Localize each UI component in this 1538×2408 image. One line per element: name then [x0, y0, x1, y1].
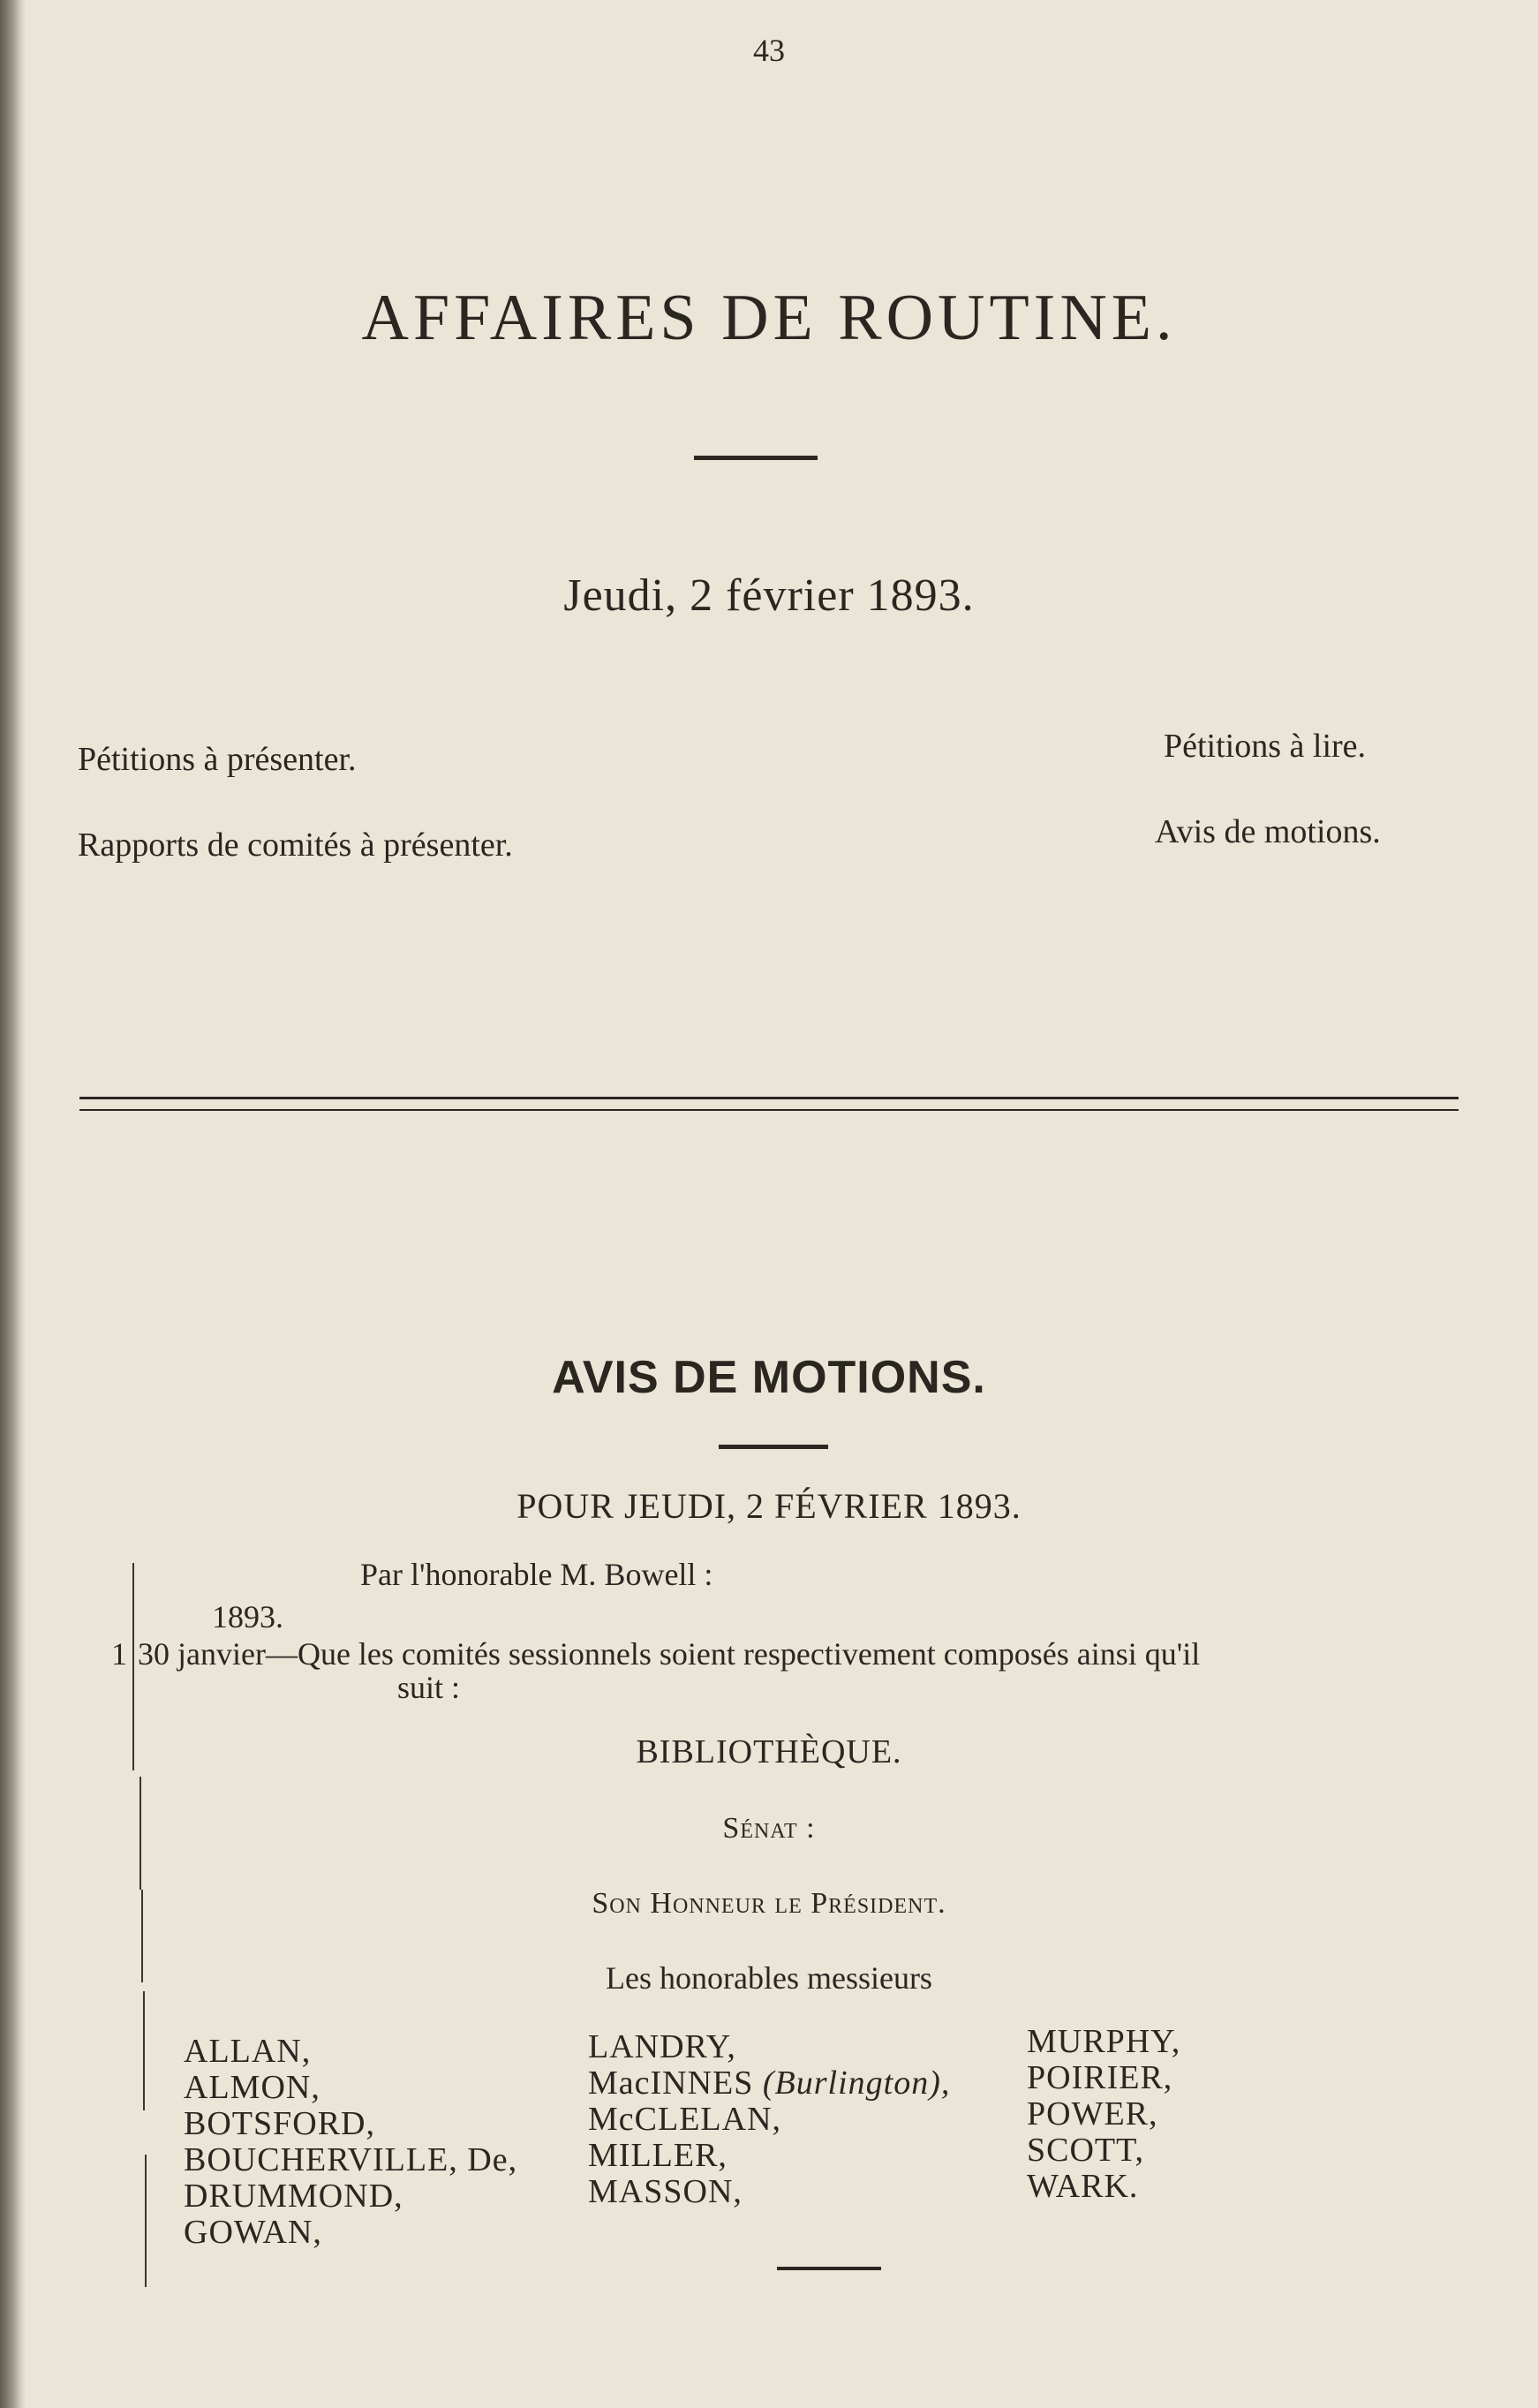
page-number: 43: [753, 33, 785, 68]
committee-title: BIBLIOTHÈQUE.: [636, 1733, 902, 1770]
motion-text: —Que les comités sessionnels soient respectivement composés ainsi qu'il: [265, 1636, 1201, 1672]
motions-heading: AVIS DE MOTIONS.: [552, 1352, 986, 1403]
section-divider-top: [79, 1097, 1459, 1099]
names-column-1: [184, 2034, 517, 2251]
member-name: ALLAN,: [184, 2033, 312, 2070]
motions-for-date: POUR JEUDI, 2 FÉVRIER 1893.: [516, 1486, 1022, 1526]
member-name: DRUMMOND,: [184, 2178, 403, 2215]
member-name: POIRIER,: [1027, 2059, 1173, 2096]
member-name: MASSON,: [588, 2173, 743, 2210]
names-column-3: [1027, 2024, 1180, 2205]
member-name: BOTSFORD,: [184, 2105, 375, 2142]
margin-line: [145, 2155, 147, 2287]
member-name: MILLER,: [588, 2137, 728, 2174]
motion-mover: Par l'honorable M. Bowell :: [360, 1557, 713, 1592]
motion-text-line1: [138, 1635, 1200, 1672]
motion-text-line2: suit :: [397, 1670, 461, 1705]
closing-rule: [777, 2267, 881, 2270]
margin-line: [143, 1991, 145, 2110]
member-name: WARK.: [1027, 2168, 1139, 2205]
routine-date: Jeudi, 2 février 1893.: [563, 570, 975, 621]
routine-item-petitions-read: Pétitions à lire.: [1164, 728, 1367, 765]
member-riding: (Burlington),: [762, 2065, 951, 2102]
section-divider-bottom: [79, 1109, 1459, 1111]
member-name: MacINNES: [588, 2065, 754, 2102]
senat-label: Sénat :: [722, 1812, 816, 1845]
page-binding-edge: [0, 0, 26, 2408]
motion-year: 1893.: [212, 1599, 283, 1634]
routine-item-notices: Avis de motions.: [1155, 813, 1381, 850]
honorables-line: Les honorables messieurs: [606, 1960, 932, 1996]
president-line: Son Honneur le Président.: [592, 1887, 946, 1920]
routine-item-petitions-present: Pétitions à présenter.: [78, 741, 357, 778]
member-name-macinnes: [588, 2065, 950, 2102]
member-name: GOWAN,: [184, 2214, 322, 2251]
heading-rule: [694, 456, 818, 460]
member-name: MURPHY,: [1027, 2023, 1181, 2060]
member-name: ALMON,: [184, 2069, 320, 2106]
routine-heading: AFFAIRES DE ROUTINE.: [361, 282, 1177, 354]
member-name: SCOTT,: [1027, 2132, 1145, 2169]
member-name: BOUCHERVILLE, De,: [184, 2141, 518, 2178]
routine-item-reports-present: Rapports de comités à présenter.: [78, 827, 513, 864]
names-column-2: [588, 2029, 950, 2210]
member-name: LANDRY,: [588, 2028, 736, 2065]
member-name: POWER,: [1027, 2095, 1158, 2132]
motion-date: 30 janvier: [138, 1636, 266, 1672]
motion-number: 1: [111, 1636, 127, 1672]
member-name: McCLELAN,: [588, 2101, 782, 2138]
motions-heading-rule: [719, 1445, 828, 1449]
